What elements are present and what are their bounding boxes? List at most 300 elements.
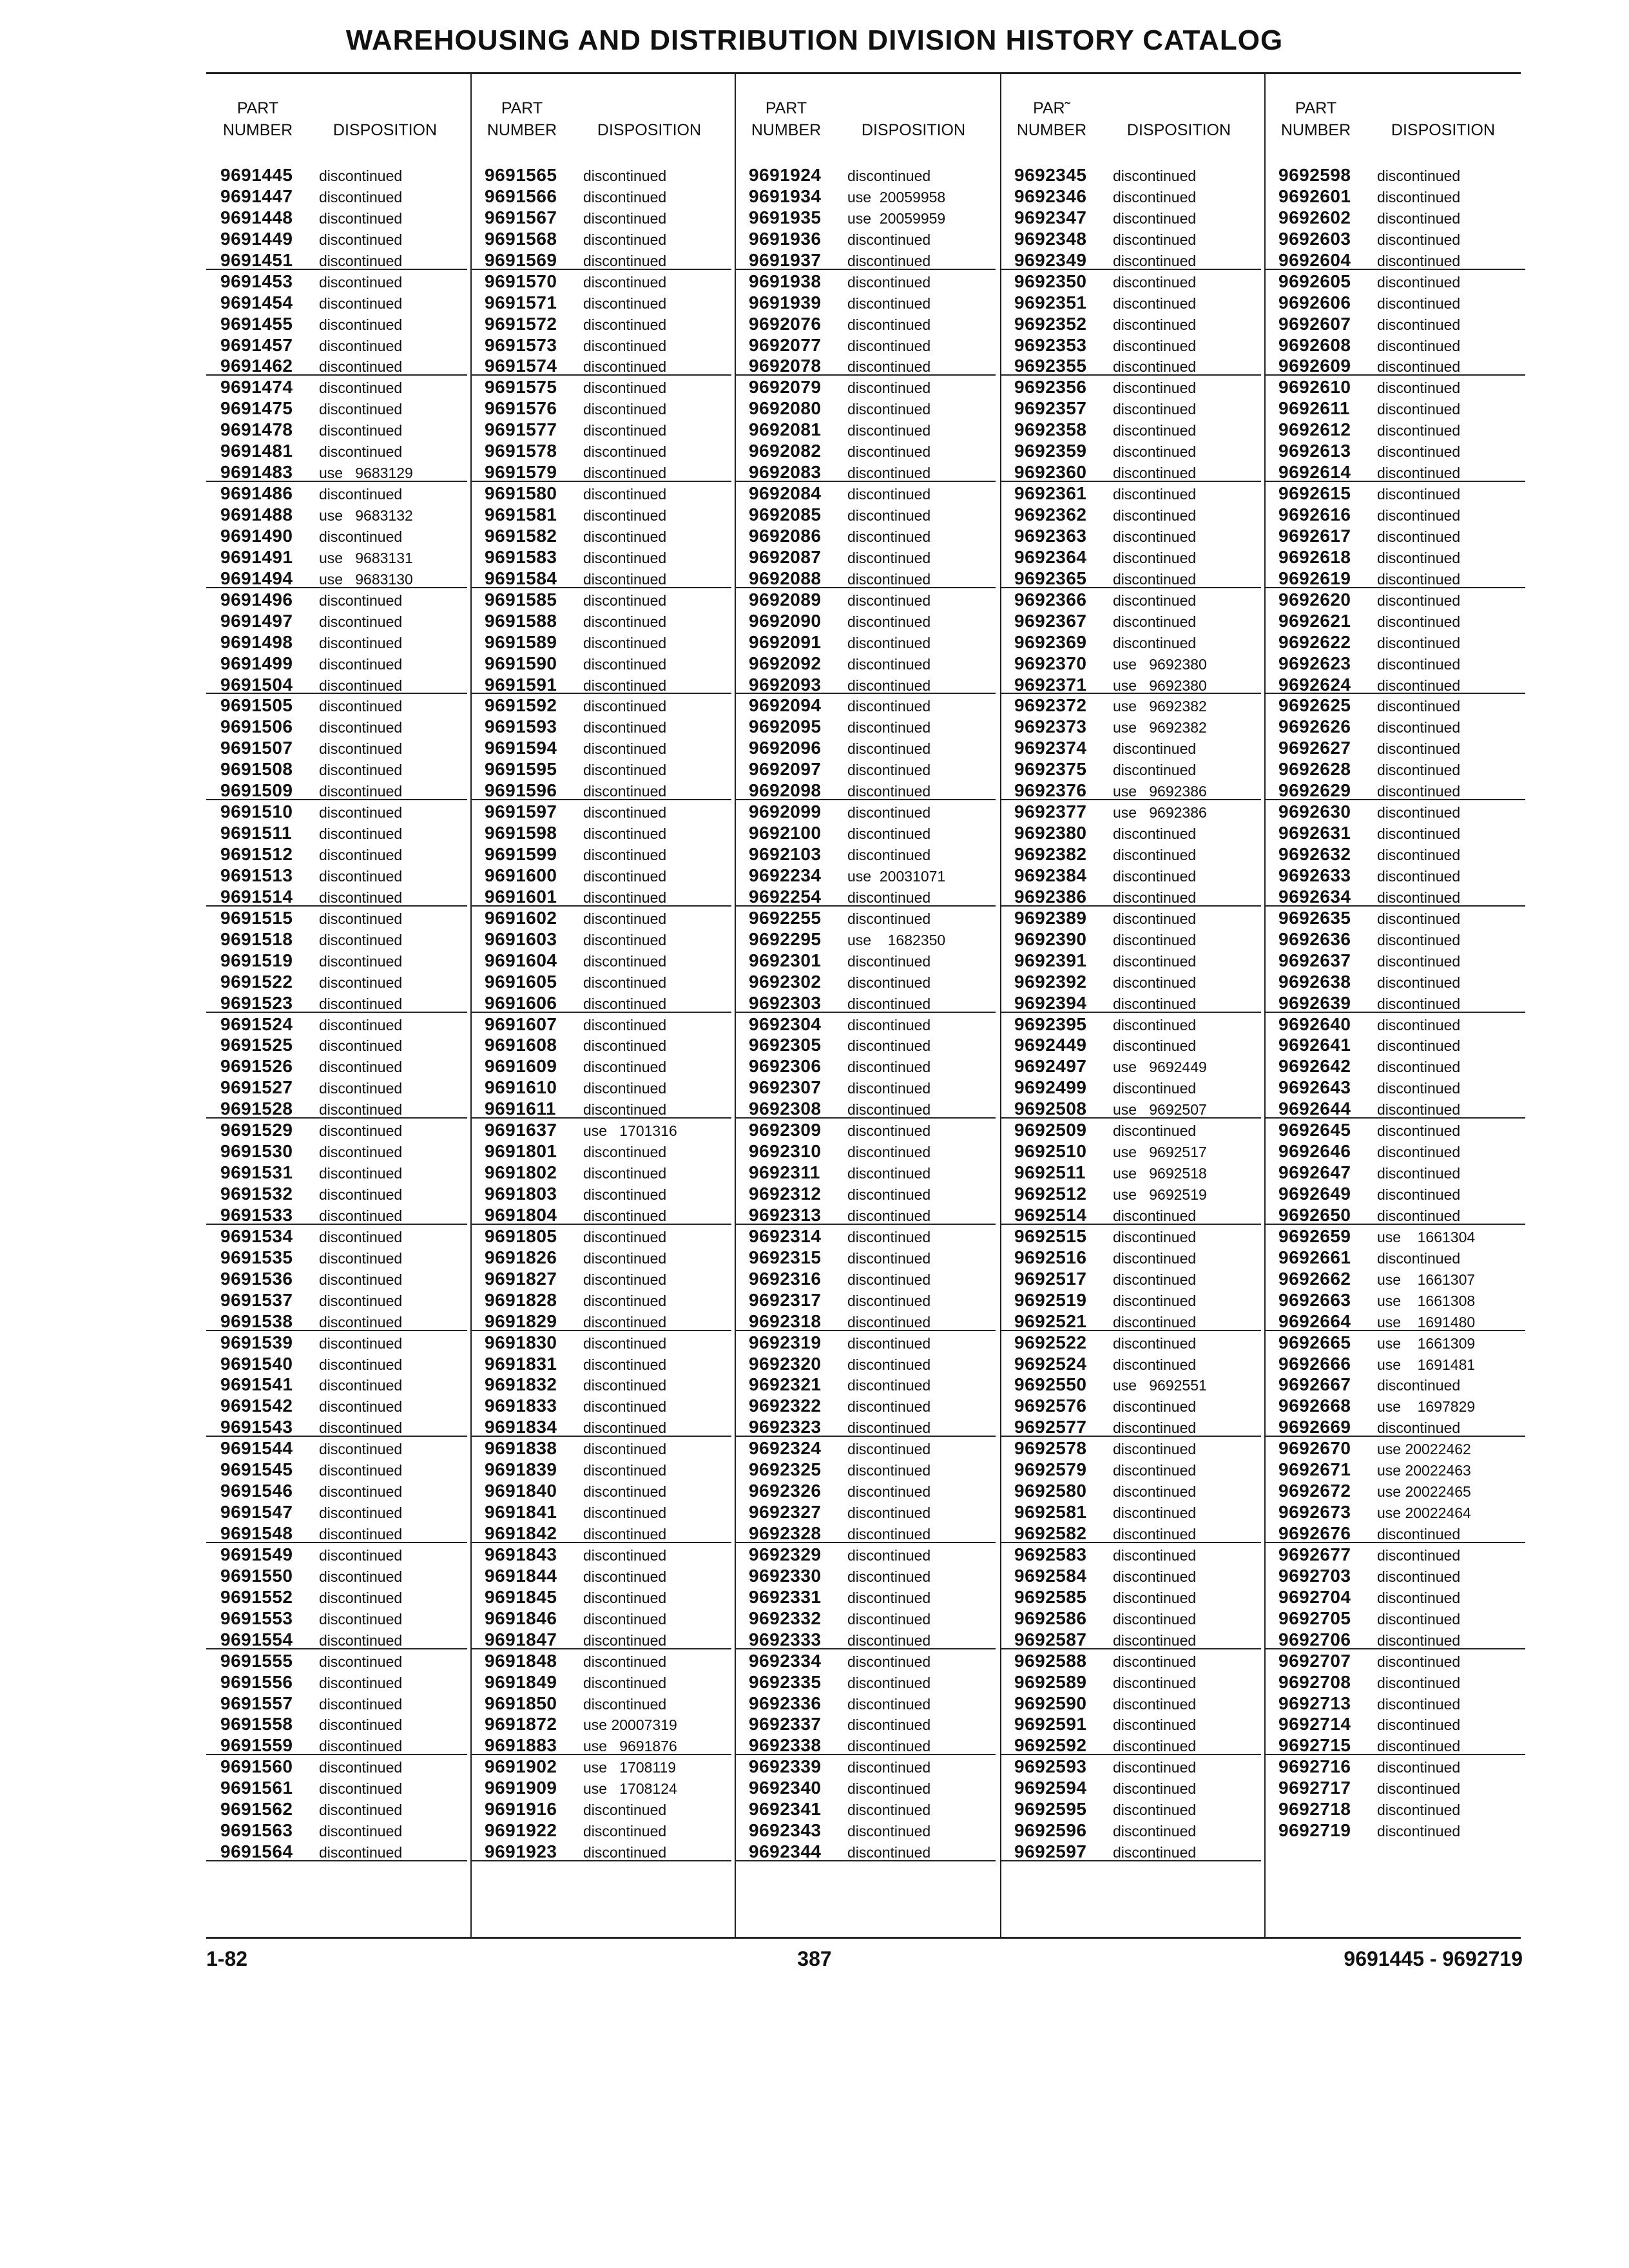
disposition: discontinued: [583, 677, 667, 694]
part-number: 9692344: [749, 1841, 822, 1862]
table-row: [206, 1097, 467, 1119]
part-number: 9692306: [749, 1056, 822, 1077]
table-row: [206, 631, 467, 652]
disposition: discontinued: [1377, 1059, 1461, 1076]
table-row: [470, 334, 731, 355]
part-number: 9692093: [749, 674, 822, 695]
table-row: [470, 1776, 731, 1798]
disposition: discontinued: [319, 1334, 403, 1352]
disposition: discontinued: [847, 358, 931, 376]
part-number: 9692338: [749, 1735, 822, 1756]
part-number: 9692364: [1014, 546, 1087, 567]
part-number: 9691539: [220, 1332, 293, 1352]
part-number: 9691637: [485, 1120, 557, 1140]
part-number: 9692302: [749, 971, 822, 992]
table-row: [735, 736, 996, 758]
disposition: discontinued: [1377, 337, 1461, 354]
disposition: discontinued: [319, 1016, 403, 1033]
table-row: [1264, 376, 1525, 397]
table-row: [1000, 1755, 1261, 1776]
disposition: discontinued: [847, 1631, 931, 1649]
disposition: discontinued: [1377, 294, 1461, 312]
part-number: 9691567: [485, 207, 557, 227]
table-row: [1000, 1352, 1261, 1374]
disposition: discontinued: [583, 570, 667, 588]
part-number: 9692318: [749, 1311, 822, 1331]
part-number: 9691555: [220, 1650, 293, 1671]
disposition: discontinued: [583, 1334, 667, 1352]
part-number: 9692359: [1014, 441, 1087, 461]
table-row: [470, 694, 731, 715]
part-number: 9691542: [220, 1396, 293, 1416]
table-row: [735, 546, 996, 567]
part-number: 9692668: [1278, 1396, 1351, 1416]
part-number: 9692669: [1278, 1417, 1351, 1437]
table-row: [470, 1819, 731, 1840]
part-number: 9692716: [1278, 1756, 1351, 1777]
part-number: 9692603: [1278, 228, 1351, 249]
disposition: discontinued: [847, 1695, 931, 1713]
disposition: discontinued: [847, 783, 931, 800]
disposition: discontinued: [319, 783, 403, 800]
disposition: discontinued: [847, 1249, 931, 1267]
part-number: 9692358: [1014, 419, 1087, 440]
table-row: [206, 1628, 467, 1649]
table-row: [206, 1649, 467, 1671]
table-row: [206, 1479, 467, 1501]
table-row: [1000, 249, 1261, 270]
part-number: 9691838: [485, 1438, 557, 1459]
table-row: [735, 610, 996, 631]
disposition: discontinued: [847, 847, 931, 863]
disposition: discontinued: [319, 1080, 403, 1097]
disposition: discontinued: [583, 910, 667, 927]
part-number: 9692497: [1014, 1056, 1087, 1077]
disposition: discontinued: [583, 1695, 667, 1713]
table-row: [735, 1501, 996, 1522]
disposition: discontinued: [1377, 995, 1461, 1012]
disposition: discontinued: [319, 358, 403, 376]
disposition: discontinued: [847, 316, 931, 333]
part-number: 9691578: [485, 441, 557, 461]
table-row: [1000, 970, 1261, 992]
number-header: NUMBER: [1016, 121, 1087, 139]
table-row: [735, 1076, 996, 1097]
disposition: discontinued: [847, 591, 931, 609]
table-row: [206, 524, 467, 546]
part-number: 9691518: [220, 928, 293, 949]
table-row: [206, 1543, 467, 1564]
column-header: [1264, 97, 1525, 149]
part-number: 9692598: [1278, 165, 1351, 185]
table-row: [735, 1522, 996, 1543]
part-number: 9692637: [1278, 950, 1351, 970]
disposition: discontinued: [319, 209, 403, 227]
table-row: [1264, 949, 1525, 970]
disposition: discontinued: [319, 1546, 403, 1564]
table-row: [735, 334, 996, 355]
table-row: [1264, 1649, 1525, 1671]
table-row: [1264, 1097, 1525, 1119]
disposition: discontinued: [847, 1546, 931, 1564]
disposition: discontinued: [1113, 1759, 1197, 1776]
disposition: discontinued: [319, 1504, 403, 1522]
part-number: 9692394: [1014, 992, 1087, 1013]
part-number: 9692088: [749, 568, 822, 588]
part-number: 9692089: [749, 589, 822, 610]
table-row: [206, 164, 467, 185]
table-row: [470, 291, 731, 312]
disposition: discontinued: [847, 1738, 931, 1755]
part-number: 9692086: [749, 525, 822, 546]
disposition: discontinued: [319, 1037, 403, 1055]
part-number: 9692319: [749, 1332, 822, 1352]
table-row: [470, 1076, 731, 1097]
table-row: [1264, 1140, 1525, 1161]
part-number: 9692619: [1278, 568, 1351, 588]
table-row: [470, 1140, 731, 1161]
table-row: [735, 1479, 996, 1501]
table-row: [735, 1798, 996, 1819]
table-row: [1264, 588, 1525, 610]
disposition: discontinued: [583, 1504, 667, 1522]
disposition: discontinued: [847, 762, 931, 779]
table-row: [1000, 1798, 1261, 1819]
disposition: discontinued: [319, 804, 403, 822]
table-row: [470, 164, 731, 185]
table-row: [735, 418, 996, 439]
part-number: 9692606: [1278, 292, 1351, 312]
table-row: [206, 1225, 467, 1246]
part-number: 9691581: [485, 505, 557, 524]
disposition: discontinued: [1377, 486, 1461, 503]
disposition: discontinued: [583, 1802, 667, 1819]
part-number: 9692642: [1278, 1056, 1351, 1077]
part-number: 9692096: [749, 738, 822, 758]
part-number: 9692087: [749, 546, 822, 567]
disposition: discontinued: [583, 952, 667, 970]
disposition: discontinued: [847, 1716, 931, 1734]
part-number: 9692339: [749, 1756, 822, 1777]
table-row: [1000, 567, 1261, 588]
part-number: 9692337: [749, 1714, 822, 1735]
table-row: [470, 928, 731, 949]
table-row: [735, 1458, 996, 1479]
table-row: [206, 758, 467, 779]
part-number: 9692322: [749, 1396, 822, 1416]
part-number: 9692326: [749, 1481, 822, 1501]
table-row: [1264, 992, 1525, 1013]
disposition: discontinued: [847, 1674, 931, 1691]
part-number: 9692384: [1014, 865, 1087, 885]
table-row: [1000, 503, 1261, 524]
part-number: 9691532: [220, 1184, 293, 1204]
part-number: 9692098: [749, 780, 822, 801]
disposition: discontinued: [847, 1313, 931, 1331]
disposition: discontinued: [583, 1441, 667, 1458]
part-number: 9692584: [1014, 1565, 1087, 1586]
disposition: discontinued: [583, 1101, 667, 1119]
part-number: 9692635: [1278, 907, 1351, 928]
part-number: 9692325: [749, 1459, 822, 1480]
table-row: [206, 715, 467, 736]
part-number: 9692581: [1014, 1502, 1087, 1523]
part-number: 9691831: [485, 1353, 557, 1374]
table-row: [1000, 439, 1261, 461]
part-number: 9692626: [1278, 716, 1351, 737]
table-row: [206, 949, 467, 970]
part-number: 9691829: [485, 1311, 557, 1331]
part-number: 9692078: [749, 356, 822, 376]
part-number: 9691804: [485, 1204, 557, 1225]
number-header: NUMBER: [751, 121, 822, 139]
table-row: [206, 1289, 467, 1310]
disposition: use 1661308: [1377, 1292, 1476, 1309]
disposition: discontinued: [319, 1292, 403, 1309]
disposition: discontinued: [1377, 1568, 1461, 1585]
part-number: 9691600: [485, 865, 557, 885]
table-row: [206, 610, 467, 631]
disposition: discontinued: [319, 655, 403, 673]
disposition: discontinued: [1113, 995, 1197, 1012]
part-number: 9692077: [749, 334, 822, 355]
part-number: 9692662: [1278, 1268, 1351, 1289]
table-row: [1000, 652, 1261, 673]
disposition: discontinued: [319, 1631, 403, 1649]
table-row: [1264, 610, 1525, 631]
table-row: [206, 1033, 467, 1055]
table-row: [206, 885, 467, 907]
part-number: 9691563: [220, 1820, 293, 1841]
table-row: [1000, 1076, 1261, 1097]
table-row: [470, 1798, 731, 1819]
part-number: 9692084: [749, 483, 822, 504]
part-number: 9692389: [1014, 907, 1087, 928]
table-row: [1264, 312, 1525, 334]
part-number: 9692511: [1014, 1162, 1086, 1183]
disposition: use 20022462: [1377, 1441, 1471, 1458]
disposition: discontinued: [1113, 931, 1197, 948]
table-row: [1264, 1013, 1525, 1034]
table-row: [735, 1416, 996, 1437]
disposition: use 9692386: [1113, 804, 1207, 822]
part-number: 9691577: [485, 419, 557, 440]
table-row: [1264, 334, 1525, 355]
disposition: discontinued: [847, 719, 931, 736]
table-row: [1264, 800, 1525, 822]
table-row: [1264, 567, 1525, 588]
disposition: discontinued: [583, 486, 667, 503]
part-number: 9691475: [220, 398, 293, 419]
disposition: discontinued: [847, 1292, 931, 1309]
part-number: 9692353: [1014, 334, 1087, 355]
table-row: [1000, 843, 1261, 864]
table-row: [1264, 1033, 1525, 1055]
disposition: discontinued: [1377, 443, 1461, 461]
table-row: [1000, 1501, 1261, 1522]
disposition: discontinued: [319, 1823, 403, 1840]
part-header: PART: [236, 99, 279, 117]
disposition: discontinued: [319, 1207, 403, 1224]
disposition: use 1691480: [1377, 1313, 1476, 1331]
disposition: discontinued: [1377, 1016, 1461, 1033]
part-number: 9692576: [1014, 1396, 1087, 1416]
disposition: discontinued: [1113, 358, 1197, 376]
disposition: discontinued: [1377, 422, 1461, 439]
disposition: discontinued: [847, 294, 931, 312]
part-number: 9692597: [1014, 1841, 1087, 1862]
table-row: [470, 1458, 731, 1479]
part-number: 9691589: [485, 631, 557, 652]
part-number: 9692672: [1278, 1481, 1351, 1501]
part-number: 9691557: [220, 1693, 293, 1713]
disposition: discontinued: [847, 1483, 931, 1501]
disposition: discontinued: [583, 528, 667, 545]
part-header: PART: [765, 99, 807, 117]
part-number: 9692365: [1014, 568, 1087, 588]
disposition: discontinued: [1113, 1228, 1197, 1245]
part-number: 9691872: [485, 1714, 557, 1735]
disposition: discontinued: [1113, 1207, 1197, 1224]
table-row: [735, 1671, 996, 1692]
part-number: 9692097: [749, 759, 822, 780]
table-row: [470, 503, 731, 524]
part-number: 9691561: [220, 1778, 293, 1798]
table-row: [1000, 1394, 1261, 1416]
disposition: discontinued: [583, 1526, 667, 1542]
disposition: discontinued: [1113, 1631, 1197, 1649]
table-row: [470, 1246, 731, 1267]
disposition: discontinued: [583, 443, 667, 461]
part-number: 9692295: [749, 928, 822, 949]
disposition: discontinued: [319, 1716, 403, 1734]
part-number: 9692357: [1014, 398, 1087, 419]
catalog-column-5: [1264, 74, 1525, 1937]
disposition: discontinued: [1113, 1674, 1197, 1691]
disposition: discontinued: [1377, 1631, 1461, 1649]
part-number: 9692347: [1014, 207, 1087, 227]
table-row: [470, 1097, 731, 1119]
disposition: discontinued: [583, 974, 667, 991]
disposition: discontinued: [1113, 1356, 1197, 1373]
table-row: [206, 503, 467, 524]
disposition: discontinued: [847, 380, 931, 397]
disposition: discontinued: [847, 740, 931, 758]
table-row: [470, 1310, 731, 1331]
disposition: discontinued: [1377, 1101, 1461, 1119]
part-number: 9692343: [749, 1820, 822, 1841]
table-row: [470, 1161, 731, 1182]
disposition: use 9692517: [1113, 1144, 1207, 1161]
disposition: discontinued: [319, 591, 403, 609]
table-row: [735, 822, 996, 843]
part-number: 9692103: [749, 844, 822, 864]
part-number: 9691536: [220, 1268, 293, 1289]
table-row: [206, 249, 467, 270]
disposition: use 1661304: [1377, 1228, 1476, 1245]
disposition: discontinued: [1377, 401, 1461, 418]
part-number: 9692588: [1014, 1650, 1087, 1671]
table-row: [735, 524, 996, 546]
part-number: 9691498: [220, 631, 293, 652]
table-row: [735, 1289, 996, 1310]
disposition: discontinued: [1113, 1568, 1197, 1585]
part-number: 9692592: [1014, 1735, 1087, 1756]
part-number: 9691592: [485, 695, 557, 716]
part-number: 9691844: [485, 1565, 557, 1586]
part-number: 9691573: [485, 334, 557, 355]
column-rows: [206, 164, 467, 1861]
disposition: discontinued: [847, 1122, 931, 1140]
table-row: [1000, 270, 1261, 291]
table-row: [206, 1755, 467, 1776]
table-row: [1264, 1755, 1525, 1776]
table-row: [1264, 652, 1525, 673]
table-row: [1264, 354, 1525, 376]
disposition: discontinued: [1113, 867, 1197, 885]
table-row: [1000, 334, 1261, 355]
part-number: 9692315: [749, 1247, 822, 1267]
part-number: 9692708: [1278, 1671, 1351, 1692]
table-row: [206, 1013, 467, 1034]
part-number: 9692373: [1014, 716, 1087, 737]
table-row: [206, 270, 467, 291]
disposition: discontinued: [583, 804, 667, 822]
part-number: 9691803: [485, 1184, 557, 1204]
table-row: [1000, 1119, 1261, 1140]
table-row: [1000, 673, 1261, 695]
part-number: 9692307: [749, 1077, 822, 1098]
table-row: [735, 439, 996, 461]
part-number: 9692515: [1014, 1225, 1087, 1246]
part-number: 9691499: [220, 653, 293, 673]
part-number: 9691583: [485, 546, 557, 567]
part-number: 9691508: [220, 759, 293, 780]
disposition: discontinued: [1113, 273, 1197, 291]
table-row: [1000, 949, 1261, 970]
part-number: 9691582: [485, 525, 557, 546]
disposition: discontinued: [1113, 1398, 1197, 1416]
part-number: 9691608: [485, 1035, 557, 1055]
table-row: [470, 376, 731, 397]
part-number: 9692521: [1014, 1311, 1087, 1331]
table-row: [1264, 1161, 1525, 1182]
table-row: [1000, 1713, 1261, 1734]
part-number: 9692374: [1014, 738, 1087, 758]
part-number: 9691590: [485, 653, 557, 673]
part-number: 9692320: [749, 1353, 822, 1374]
disposition: discontinued: [1377, 1165, 1461, 1182]
part-number: 9692082: [749, 441, 822, 461]
disposition: discontinued: [1377, 591, 1461, 609]
disposition: discontinued: [847, 677, 931, 694]
table-row: [206, 376, 467, 397]
disposition: discontinued: [583, 252, 667, 269]
disposition: discontinued: [847, 910, 931, 927]
part-number: 9691834: [485, 1417, 557, 1437]
table-row: [1264, 1119, 1525, 1140]
table-row: [735, 482, 996, 503]
disposition: discontinued: [847, 1207, 931, 1224]
disposition: discontinued: [1113, 486, 1197, 503]
disposition: discontinued: [1377, 1207, 1461, 1224]
part-number: 9691537: [220, 1289, 293, 1310]
part-number: 9692621: [1278, 610, 1351, 631]
part-number: 9692719: [1278, 1820, 1351, 1841]
disposition: discontinued: [1113, 1249, 1197, 1267]
disposition: discontinued: [847, 1802, 931, 1819]
part-number: 9692632: [1278, 844, 1351, 864]
